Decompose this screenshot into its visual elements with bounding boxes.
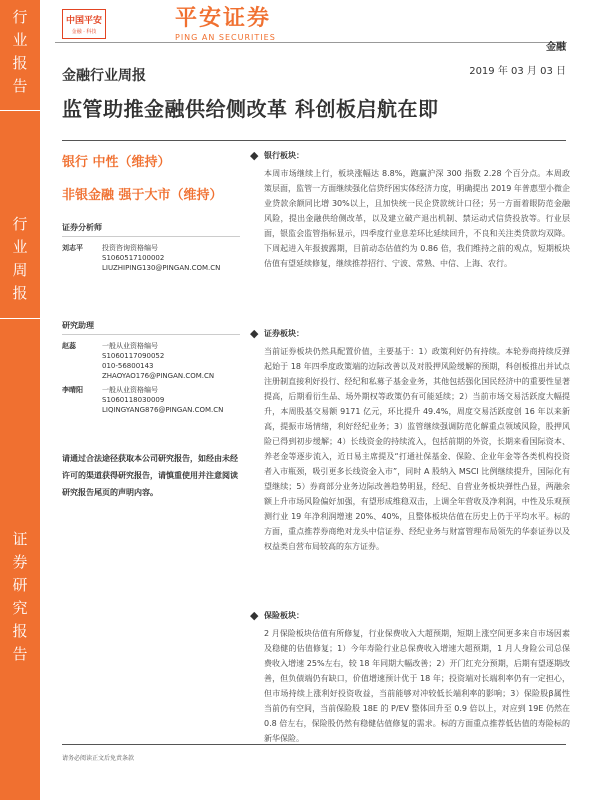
bullet-icon: ◆	[250, 149, 259, 162]
sidebar-label-weekly-report: 行 业 周 报	[12, 215, 28, 302]
analysts-divider	[62, 236, 240, 237]
section-body: 当前证券板块仍然具配置价值，主要基于：1）政策利好仍有持续。本轮券商持续反弹起始于 18 年四季度政策端的边际改善以及对股押风险缓解的预期，科创板推出并试点注册制直接利好投行、经纪和私募子基金业务，其他包括强化国民经济中的重要性显著提高，后期看衍生品、场外期权等政策仍有可能延续；2）当前市场交易活跃度大幅提升，本周股基交易额 9171 亿元，环比提升 49.4%，周度交易活跃度创 16 年以来新高，提振市场情绪，利好经纪业务；3）监管继续强调防范化解重点领域风险，股押风险已得到初步缓解；4）长线资金的持续流入，包括前期的外资，长期来看国际资本、养老金等逐步流入，近日易主席提及“打通社保基金、保险、企业年金等各类机构投资者入市瓶颈，吸引更多长线资金入市”，同时 A 股纳入 MSCI 比例继续提升，国际化有望继续；5）券商部分业务边际改善趋势明显，经纪、自营业务板块弹性凸显，两融余额上升市场风险偏好加强，有望形成维稳双击，上调全年营收及净利润，中性及乐观预测行业 19 年净利润增速 20%、40%，且整体板块估值在历史上仍于平均水平。标的方面，重点推荐券商绝对龙头中信证券、经纪业务与财富管理布局领先的华泰证券以及权益类自营布局较高的东方证券。	[264, 347, 570, 551]
footer-note: 请务必阅读正文后免责条款	[62, 755, 135, 762]
ping-an-securities-logo: 平安证券 PING AN SECURITIES	[175, 6, 276, 42]
sidebar-divider	[0, 318, 40, 319]
nonbank-rating: 非银金融 强于大市（维持）	[62, 188, 223, 203]
bullet-icon: ◆	[250, 327, 259, 340]
disclaimer-text: 请通过合法途径获取本公司研究报告，如经由未经许可的渠道获得研究报告，请慎重使用并注意阅读研究报告尾页的声明内容。	[62, 454, 238, 497]
report-date: 2019 年 03 月 03 日	[469, 66, 566, 77]
side-bar	[0, 0, 40, 800]
sidebar-label-research-report: 证 券 研 究 报 告	[12, 530, 28, 663]
sidebar-label-industry-report: 行 业 报 告	[12, 8, 28, 95]
securities-section	[250, 328, 570, 554]
section-body: 2 月保险板块估值有所修复，行业保费收入大超预期，短期上涨空间更多来自市场因素及稳健的估值修复；1）今年寿险行业总保费收入增速大超预期，1 月人身险公司总保费收入增速 25%左右，较 18 年同期大幅改善；2）开门红充分预期，后期有望逐期改善，但负债端仍有缺口，价值增速预计优于 18 年；投资端对长端利率仍有一定担心，但市场持续上涨利好投资收益，当前能够对冲较低长端利率的影响；3）保险股β属性当前仍有空间，当前保险股 18E 的 P/EV 整体回升至 0.9 倍以上，对应到 19E 仍然在 0.8 倍左右，保险股仍然有稳健估值修复的需求。标的方面重点推荐低估值的寿险标的新华保险。	[264, 629, 570, 743]
section-heading: 证券板块：	[264, 329, 304, 338]
analyst-card: 刘志平 投资咨询资格编号 S1060517100002 LIUZHIPING130@PINGAN.COM.CN	[62, 243, 242, 279]
assistant-email[interactable]: LIQINGYANG876@PINGAN.COM.CN	[102, 406, 224, 414]
title-divider	[62, 140, 566, 141]
assistant-card: 李晴阳 一般从业资格编号 S1060118030009 LIQINGYANG876@PINGAN.COM.CN	[62, 385, 242, 431]
bullet-icon: ◆	[250, 609, 259, 622]
analyst-email[interactable]: LIUZHIPING130@PINGAN.COM.CN	[102, 264, 221, 272]
section-heading: 银行板块：	[264, 151, 304, 160]
bank-rating: 银行 中性（维持）	[62, 155, 171, 170]
assistants-label: 研究助理	[62, 321, 94, 330]
insurance-section	[250, 610, 570, 746]
footer-divider	[62, 744, 566, 745]
bank-section	[250, 150, 570, 271]
analysts-label: 证券分析师	[62, 223, 102, 232]
report-category: 金融	[546, 42, 566, 53]
ping-an-group-logo: 中国平安 金融 · 科技	[62, 9, 106, 39]
section-heading: 保险板块：	[264, 611, 304, 620]
header-divider	[55, 42, 567, 43]
sidebar-divider	[0, 110, 40, 111]
assistant-card: 赵蕊 一般从业资格编号 S1060117090052 010-56800143 ZHAOYAO176@PINGAN.COM.CN	[62, 341, 242, 387]
report-type: 金融行业周报	[62, 68, 146, 84]
section-body: 本周市场继续上行，板块涨幅达 8.8%，跑赢沪深 300 指数 2.28 个百分点。本周政策层面，监管一方面继续强化信贷纾困实体经济力度，明确提出 2019 年普惠型小微企业贷款余额同比增 30%以上，且加快统一民企贷款统计口径；另一方面着眼防范金融风险，提出金融供给侧改革，以及建立破产退出机制、禁运动式信贷投放等。行业层面，银监会监管指标显示，四季度行业息差环比延续回升，不良和关注类贷款均双降。下周起进入年报披露期，目前动态估值约为 0.86 倍，我们维持之前的观点，短期板块估值有望延续修复，继续推荐招行、宁波、常熟、中信、上海、农行。	[264, 169, 570, 268]
page-title: 监管助推金融供给侧改革 科创板启航在即	[62, 97, 439, 121]
assistants-divider	[62, 334, 240, 335]
assistant-email[interactable]: ZHAOYAO176@PINGAN.COM.CN	[102, 372, 215, 380]
